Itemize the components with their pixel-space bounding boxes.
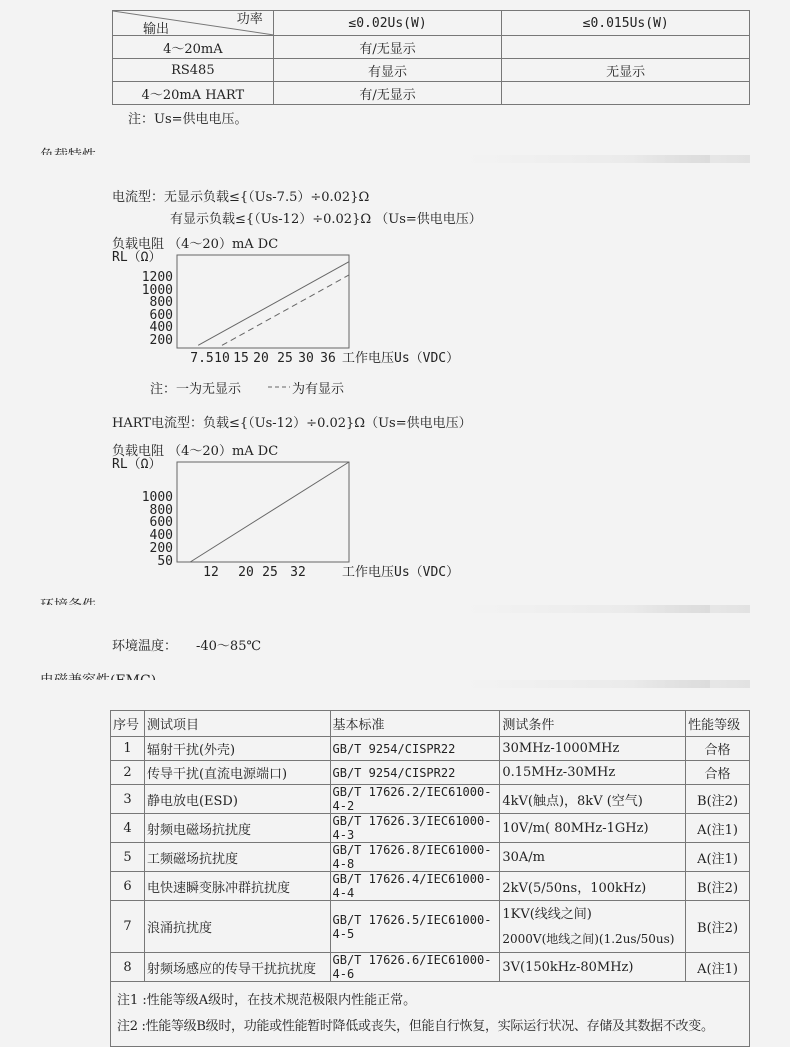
plot-frame	[177, 462, 349, 562]
emc-item: 电快速瞬变脉冲群抗扰度	[144, 872, 330, 901]
series-line-dashed	[222, 275, 349, 345]
emc-cond: 30A/m	[500, 843, 686, 872]
emc-item: 射频场感应的传导干扰抗扰度	[144, 953, 330, 982]
emc-grade: 合格	[686, 737, 750, 761]
emc-header-no: 序号	[111, 711, 145, 737]
emc-grade: A(注1)	[686, 814, 750, 843]
emc-grade: B(注2)	[686, 872, 750, 901]
emc-no: 1	[111, 737, 145, 761]
emc-header-row	[111, 711, 750, 737]
power-row-c2: 无显示	[502, 59, 750, 82]
y-tick-label: 200	[149, 333, 173, 348]
x-tick-label: 7.5	[190, 351, 214, 366]
y-axis-label: RL（Ω）	[112, 457, 162, 472]
emc-header-cond: 测试条件	[500, 711, 686, 737]
chart2-title: 负载电阻 （4～20）mA DC	[112, 444, 279, 459]
table-row	[111, 737, 750, 761]
emc-cond: 3V(150kHz-80MHz)	[500, 953, 686, 982]
load-chart-2	[100, 455, 480, 583]
power-row	[113, 36, 750, 59]
emc-item: 传导干扰(直流电源端口)	[144, 761, 330, 785]
emc-notes	[111, 982, 750, 1047]
series-line-solid	[198, 262, 349, 346]
y-tick-label: 600	[149, 515, 173, 530]
emc-no: 5	[111, 843, 145, 872]
table-row	[111, 814, 750, 843]
corner-cell	[113, 11, 274, 36]
emc-grade: B(注2)	[686, 901, 750, 953]
x-axis-label: 工作电压Us（VDC）	[342, 351, 460, 366]
env-temp-label: 环境温度：	[112, 639, 178, 654]
y-tick-label: 600	[149, 308, 173, 323]
dashed-legend-icon	[268, 385, 290, 389]
emc-cond: 2kV(5/50ns，100kHz)	[500, 872, 686, 901]
emc-std: GB/T 17626.6/IEC61000-4-6	[330, 953, 500, 982]
y-tick-label: 800	[149, 295, 173, 310]
emc-grade: 合格	[686, 761, 750, 785]
emc-cond	[500, 901, 686, 953]
emc-grade: B(注2)	[686, 785, 750, 814]
y-tick-label: 400	[149, 528, 173, 543]
emc-header-grade: 性能等级	[686, 711, 750, 737]
y-tick-label: 1200	[141, 270, 173, 285]
power-row	[113, 59, 750, 82]
emc-std: GB/T 9254/CISPR22	[330, 761, 500, 785]
emc-std: GB/T 17626.8/IEC61000-4-8	[330, 843, 500, 872]
chart1-legend-dash: 为有显示	[292, 382, 345, 397]
section-divider	[40, 155, 750, 163]
plot-frame	[177, 255, 349, 348]
y-tick-label: 200	[149, 541, 173, 556]
x-tick-label: 25	[262, 565, 278, 580]
emc-no: 4	[111, 814, 145, 843]
y-tick-label: 800	[149, 503, 173, 518]
emc-no: 7	[111, 901, 145, 953]
x-tick-label: 15	[233, 351, 249, 366]
current-formula-1: 电流型：无显示负载≤{（Us-7.5）÷0.02}Ω	[112, 190, 370, 205]
series-line-solid	[190, 462, 349, 562]
power-col2-header: ≤0.015Us(W)	[502, 11, 750, 36]
power-table-header	[113, 11, 750, 36]
emc-cond: 4kV(触点)，8kV (空气)	[500, 785, 686, 814]
corner-bottom-label: 输出	[143, 22, 170, 37]
power-row-c2	[502, 82, 750, 105]
x-tick-label: 12	[203, 565, 219, 580]
emc-std: GB/T 17626.5/IEC61000-4-5	[330, 901, 500, 953]
current-formula-2: 有显示负载≤{（Us-12）÷0.02}Ω （Us=供电电压）	[170, 212, 482, 227]
emc-item: 浪涌抗扰度	[144, 901, 330, 953]
power-table	[112, 10, 750, 105]
y-axis-label: RL（Ω）	[112, 250, 162, 265]
power-row-output: 4～20mA HART	[113, 82, 274, 105]
x-tick-label: 20	[238, 565, 254, 580]
env-temp-value: -40～85℃	[196, 639, 262, 654]
table-row	[111, 872, 750, 901]
power-col1-header: ≤0.02Us(W)	[273, 11, 502, 36]
emc-item: 辐射干扰(外壳)	[144, 737, 330, 761]
section-divider	[40, 605, 750, 613]
y-tick-label: 50	[157, 554, 173, 569]
emc-no: 6	[111, 872, 145, 901]
emc-no: 3	[111, 785, 145, 814]
power-note: 注：Us=供电电压。	[128, 112, 248, 127]
emc-cond: 10V/m( 80MHz-1GHz)	[500, 814, 686, 843]
x-tick-label: 30	[298, 351, 314, 366]
emc-no: 8	[111, 953, 145, 982]
emc-item: 静电放电(ESD)	[144, 785, 330, 814]
x-tick-label: 32	[290, 565, 306, 580]
emc-std: GB/T 17626.2/IEC61000-4-2	[330, 785, 500, 814]
emc-std: GB/T 9254/CISPR22	[330, 737, 500, 761]
x-axis-label: 工作电压Us（VDC）	[342, 565, 460, 580]
emc-grade: A(注1)	[686, 953, 750, 982]
power-row-output: 4～20mA	[113, 36, 274, 59]
emc-note-2: 注2 :性能等级B级时，功能或性能暂时降低或丧失，但能自行恢复，实际运行状况、存储及其数据不改变。	[117, 1019, 714, 1034]
emc-cond-line1: 1KV(线线之间)	[502, 906, 592, 922]
emc-header-item: 测试项目	[144, 711, 330, 737]
emc-cond: 0.15MHz-30MHz	[500, 761, 686, 785]
y-tick-label: 400	[149, 320, 173, 335]
power-row-c1: 有/无显示	[273, 36, 502, 59]
emc-std: GB/T 17626.3/IEC61000-4-3	[330, 814, 500, 843]
emc-cond-line2: 2000V(地线之间)(1.2us/50us)	[502, 931, 675, 946]
corner-top-label: 功率	[236, 12, 263, 27]
emc-item: 工频磁场抗扰度	[144, 843, 330, 872]
table-row	[111, 901, 750, 953]
table-row	[111, 843, 750, 872]
emc-cond: 30MHz-1000MHz	[500, 737, 686, 761]
chart1-title: 负载电阻 （4～20）mA DC	[112, 237, 279, 252]
section-divider	[40, 680, 750, 688]
hart-formula: HART电流型：负载≤{（Us-12）÷0.02}Ω（Us=供电电压）	[112, 416, 472, 431]
power-row-c1: 有/无显示	[273, 82, 502, 105]
emc-no: 2	[111, 761, 145, 785]
chart1-legend-solid: 注：一为无显示	[150, 382, 242, 397]
emc-grade: A(注1)	[686, 843, 750, 872]
table-row	[111, 785, 750, 814]
x-tick-label: 36	[320, 351, 336, 366]
table-row	[111, 761, 750, 785]
emc-std: GB/T 17626.4/IEC61000-4-4	[330, 872, 500, 901]
power-row-output: RS485	[113, 59, 274, 82]
emc-table	[110, 710, 750, 1047]
table-row	[111, 953, 750, 982]
emc-item: 射频电磁场抗扰度	[144, 814, 330, 843]
x-tick-label: 20	[253, 351, 269, 366]
y-tick-label: 1000	[141, 490, 173, 505]
power-row-c2	[502, 36, 750, 59]
emc-note-1: 注1 :性能等级A级时，在技术规范极限内性能正常。	[117, 993, 417, 1008]
load-chart-1	[100, 248, 480, 376]
x-tick-label: 10	[214, 351, 230, 366]
emc-header-std: 基本标准	[330, 711, 500, 737]
y-tick-label: 1000	[141, 283, 173, 298]
power-row	[113, 82, 750, 105]
x-tick-label: 25	[277, 351, 293, 366]
power-row-c1: 有显示	[273, 59, 502, 82]
emc-notes-row	[111, 982, 750, 1047]
